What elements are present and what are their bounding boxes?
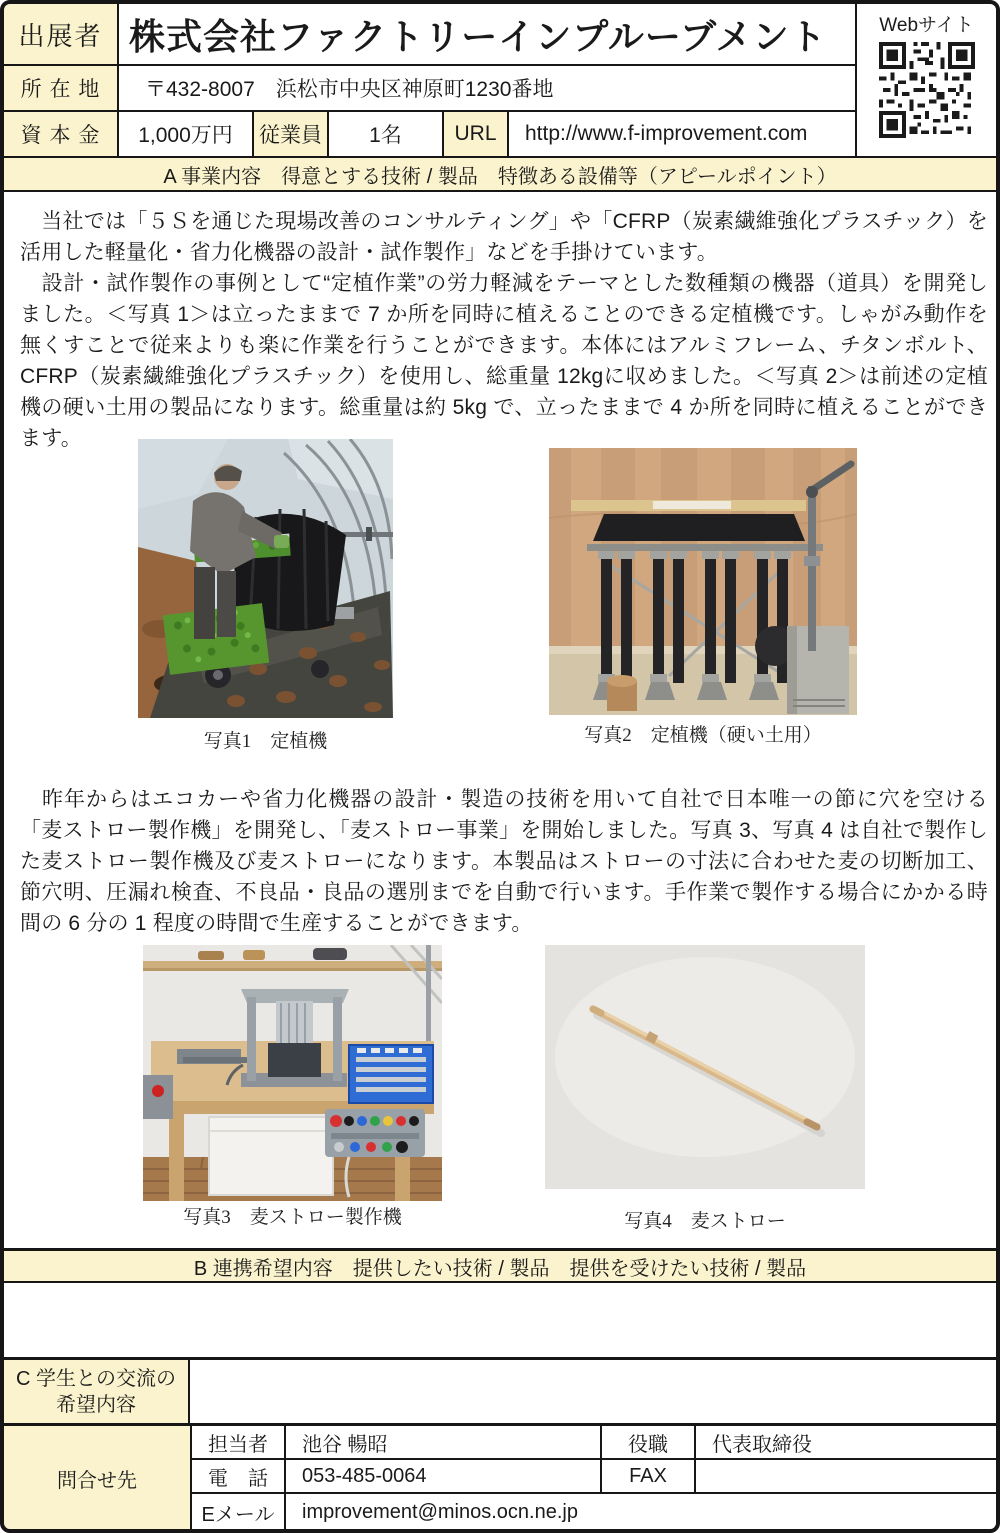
title-label: 役職 bbox=[602, 1426, 694, 1458]
section-c-label bbox=[4, 1360, 190, 1423]
section-c-content bbox=[190, 1360, 996, 1423]
phone-value: 053-485-0064 bbox=[286, 1460, 600, 1492]
photo-1-planting-machine bbox=[138, 439, 393, 718]
section-c-label-line2: 希望内容 bbox=[56, 1393, 136, 1416]
contact-person-value: 池谷 暢昭 bbox=[286, 1426, 600, 1458]
photo-3-straw-machine bbox=[143, 945, 442, 1201]
exhibitor-label: 出展者 bbox=[4, 4, 117, 64]
photo-1-caption: 写真1 定植機 bbox=[203, 731, 328, 752]
paragraph-1: 当社では「５Ｓを通じた現場改善のコンサルティング」や「CFRP（炭素繊維強化プラスチック）を活用した軽量化・省力化機器の設計・試作製作」などを手掛けています。 bbox=[20, 210, 988, 264]
title-value: 代表取締役 bbox=[696, 1426, 996, 1458]
photo-4-straw bbox=[545, 945, 865, 1189]
contact-table bbox=[4, 1423, 996, 1530]
photo-4-caption: 写真4 麦ストロー bbox=[624, 1211, 786, 1232]
capital-label: 資 本 金 bbox=[4, 112, 117, 156]
qr-code bbox=[879, 42, 975, 138]
header-table bbox=[4, 4, 996, 156]
fax-value bbox=[696, 1460, 996, 1492]
contact-label: 問合せ先 bbox=[4, 1426, 190, 1530]
section-b-content bbox=[4, 1283, 996, 1357]
photo-3-caption: 写真3 麦ストロー製作機 bbox=[183, 1207, 402, 1228]
website-label: Webサイト bbox=[879, 15, 974, 36]
url-label: URL bbox=[444, 112, 507, 156]
capital-value: 1,000万円 bbox=[119, 112, 252, 156]
section-b-header: B 連携希望内容 提供したい技術 / 製品 提供を受けたい技術 / 製品 bbox=[4, 1248, 996, 1283]
photo-2-caption: 写真2 定植機（硬い土用） bbox=[584, 725, 822, 746]
section-c-label-line1: C 学生との交流の bbox=[16, 1367, 176, 1390]
employees-label: 従業員 bbox=[254, 112, 327, 156]
address-value: 〒432-8007 浜松市中央区神原町1230番地 bbox=[119, 66, 855, 110]
paragraph-2: 設計・試作製作の事例として“定植作業”の労力軽減をテーマとした数種類の機器（道具）を開発しました。＜写真 1＞は立ったままで 7 か所を同時に植えることのできる定植機です。しゃがみ動作を無くすことで従来よりも楽に作業を行うことができます。本体にはアルミフレーム、チタンボルト、CFRP（炭素繊維強化プラスチック）を使用し、総重量 12kgに収めました。＜写真 2＞は前述の定植機の硬い土用の製品になります。総重量は約 5kg で、立ったままで 4 か所を同時に植えることができます。 bbox=[20, 272, 988, 450]
company-name: 株式会社ファクトリーインプルーブメント bbox=[119, 4, 855, 64]
email-value: improvement@minos.ocn.ne.jp bbox=[286, 1494, 996, 1530]
section-a-content bbox=[4, 192, 996, 1248]
phone-label: 電 話 bbox=[192, 1460, 284, 1492]
address-label: 所 在 地 bbox=[4, 66, 117, 110]
contact-person-label: 担当者 bbox=[192, 1426, 284, 1458]
section-c-row bbox=[4, 1357, 996, 1423]
url-value: http://www.f-improvement.com bbox=[509, 112, 855, 156]
employees-value: 1名 bbox=[329, 112, 442, 156]
fax-label: FAX bbox=[602, 1460, 694, 1492]
paragraph-3: 昨年からはエコカーや省力化機器の設計・製造の技術を用いて自社で日本唯一の節に穴を空ける「麦ストロー製作機」を開発し、「麦ストロー事業」を開始しました。写真 3、写真 4 は自社で製作した麦ストロー製作機及び麦ストローになります。本製品はストローの寸法に合わせた麦の切断加工、節穴明、圧漏れ検査、不良品・良品の選別までを自動で行います。手作業で製作する場合にかかる時間の 6 分の 1 程度の時間で生産することができます。 bbox=[20, 788, 988, 935]
photo-2-planting-machine-hard-soil bbox=[549, 448, 857, 715]
email-label: Eメール bbox=[192, 1494, 284, 1530]
section-a-header: A 事業内容 得意とする技術 / 製品 特徴ある設備等（アピールポイント） bbox=[4, 156, 996, 192]
website-cell bbox=[857, 4, 996, 156]
